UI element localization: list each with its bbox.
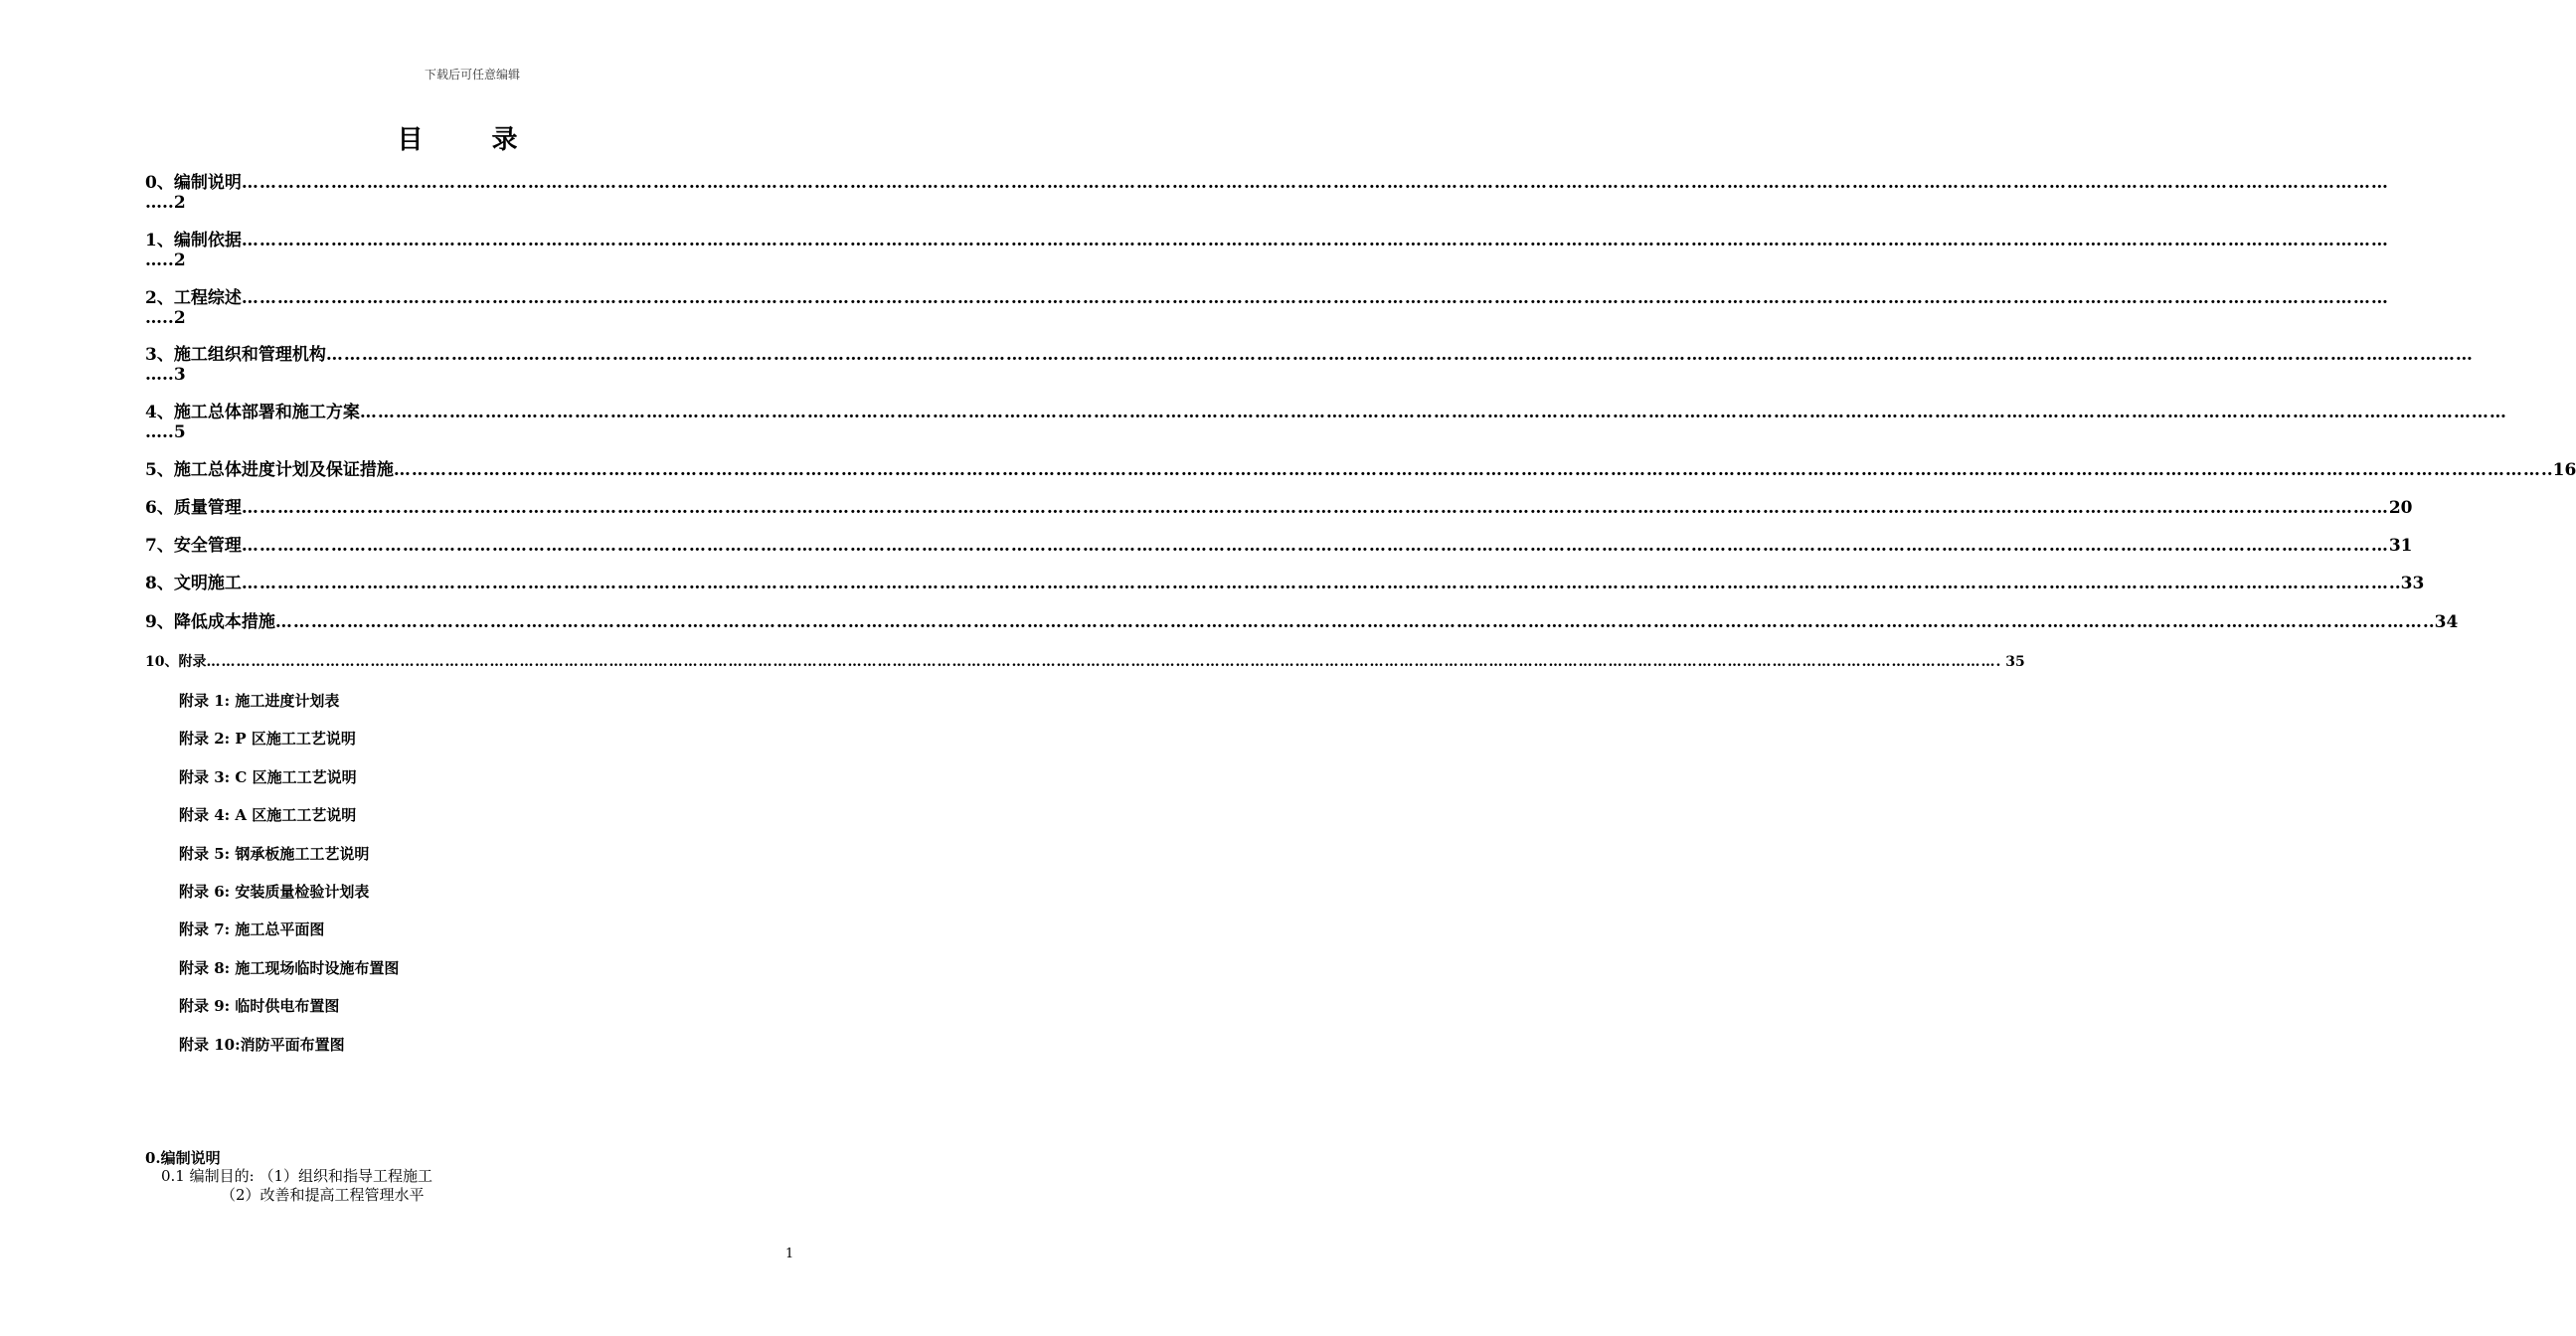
appendix-item: 附录 8: 施工现场临时设施布置图	[179, 958, 400, 977]
toc-entry-label: 6、质量管理	[145, 498, 242, 518]
page-number: 1	[785, 1247, 794, 1261]
toc-entry	[145, 460, 2576, 480]
toc-leader-dots: ………………………………………………………………………………………………………………………………………………………………………………………………………………………………………………………………………………………………………………………………	[393, 460, 2541, 480]
toc-entry-page: …..5	[145, 422, 186, 442]
appendix-item: 附录 1: 施工进度计划表	[179, 692, 340, 710]
toc-entry-label: 3、施工组织和管理机构	[145, 345, 326, 365]
toc-entry	[145, 231, 2389, 270]
toc-leader-dots: ………………………………………………………………………………………………………………………………………………………………………………………………………………………………………………………………………………………………………………………………	[274, 612, 2423, 632]
appendix-item: 附录 5: 钢承板施工工艺说明	[179, 844, 370, 863]
toc-leader-dots: ………………………………………………………………………………………………………………………………………………………………………………………………………………………………………………………………………………………………………………………………	[241, 173, 2389, 193]
toc-entry	[145, 652, 2025, 672]
toc-entry-page: 20	[2388, 498, 2413, 518]
toc-entry	[145, 612, 2459, 632]
toc-leader-dots: ………………………………………………………………………………………………………………………………………………………………………………………………………………………………………………………………………………………………………………………………	[325, 345, 2474, 365]
appendix-item: 附录 7: 施工总平面图	[179, 920, 325, 939]
toc-entry-label: 1、编制依据	[145, 231, 242, 250]
page-header: 下载后可任意编辑	[424, 68, 520, 82]
toc-leader-dots: ………………………………………………………………………………………………………………………………………………………………………………………………………………………………………………………………………………………………………………………………	[206, 654, 1996, 670]
appendix-item: 附录 9: 临时供电布置图	[179, 997, 340, 1016]
appendix-item: 附录 10:消防平面布置图	[179, 1035, 345, 1054]
toc-entry	[145, 288, 2389, 328]
toc-leader-dots: ………………………………………………………………………………………………………………………………………………………………………………………………………………………………………………………………………………………………………………………………	[241, 231, 2389, 250]
appendix-item: 附录 3: C 区施工工艺说明	[179, 767, 357, 786]
toc-entry	[145, 498, 2413, 518]
toc-entry-label: 7、安全管理	[145, 536, 242, 556]
toc-entry-page: …..3	[145, 365, 186, 385]
toc-leader-dots: ………………………………………………………………………………………………………………………………………………………………………………………………………………………………………………………………………………………………………………………………	[241, 498, 2389, 518]
toc-entry-page: …..2	[145, 308, 186, 328]
toc-entry-label: 9、降低成本措施	[145, 612, 275, 632]
toc-entry-page: ..16	[2540, 460, 2576, 480]
toc-entry-page: 31	[2388, 536, 2413, 556]
toc-entry	[145, 403, 2507, 442]
toc-entry-label: 8、文明施工	[145, 574, 242, 593]
toc-entry-page: …..2	[145, 193, 186, 213]
section-heading: 0.编制说明	[145, 1149, 221, 1167]
toc-leader-dots: ………………………………………………………………………………………………………………………………………………………………………………………………………………………………………………………………………………………………………………………………	[241, 288, 2389, 308]
toc-title: 目 录	[397, 125, 548, 155]
toc-entry-label: 10、附录	[145, 654, 207, 670]
toc-entry	[145, 574, 2425, 593]
toc-entry	[145, 345, 2474, 385]
toc-entry-page: ..34	[2422, 612, 2459, 632]
toc-entry-label: 2、工程综述	[145, 288, 242, 308]
toc-entry-label: 4、施工总体部署和施工方案	[145, 403, 360, 422]
appendix-item: 附录 6: 安装质量检验计划表	[179, 883, 370, 901]
toc-entry-page: …..2	[145, 250, 186, 270]
toc-leader-dots: ………………………………………………………………………………………………………………………………………………………………………………………………………………………………………………………………………………………………………………………………	[241, 574, 2389, 593]
toc-entry-page: ..33	[2388, 574, 2425, 593]
section-body-line-2: （2）改善和提高工程管理水平	[221, 1186, 425, 1204]
toc-entry	[145, 173, 2389, 213]
toc-entry	[145, 536, 2413, 556]
toc-leader-dots: ………………………………………………………………………………………………………………………………………………………………………………………………………………………………………………………………………………………………………………………………	[241, 536, 2389, 556]
appendix-item: 附录 2: P 区施工工艺说明	[179, 730, 356, 749]
toc-entry-label: 5、施工总体进度计划及保证措施	[145, 460, 394, 480]
appendix-item: 附录 4: A 区施工工艺说明	[179, 806, 357, 825]
section-body-line-1: 0.1 编制目的: （1）组织和指导工程施工	[161, 1167, 432, 1185]
toc-leader-dots: ………………………………………………………………………………………………………………………………………………………………………………………………………………………………………………………………………………………………………………………………	[359, 403, 2507, 422]
toc-entry-page: . 35	[1995, 654, 2025, 670]
toc-entry-label: 0、编制说明	[145, 173, 242, 193]
